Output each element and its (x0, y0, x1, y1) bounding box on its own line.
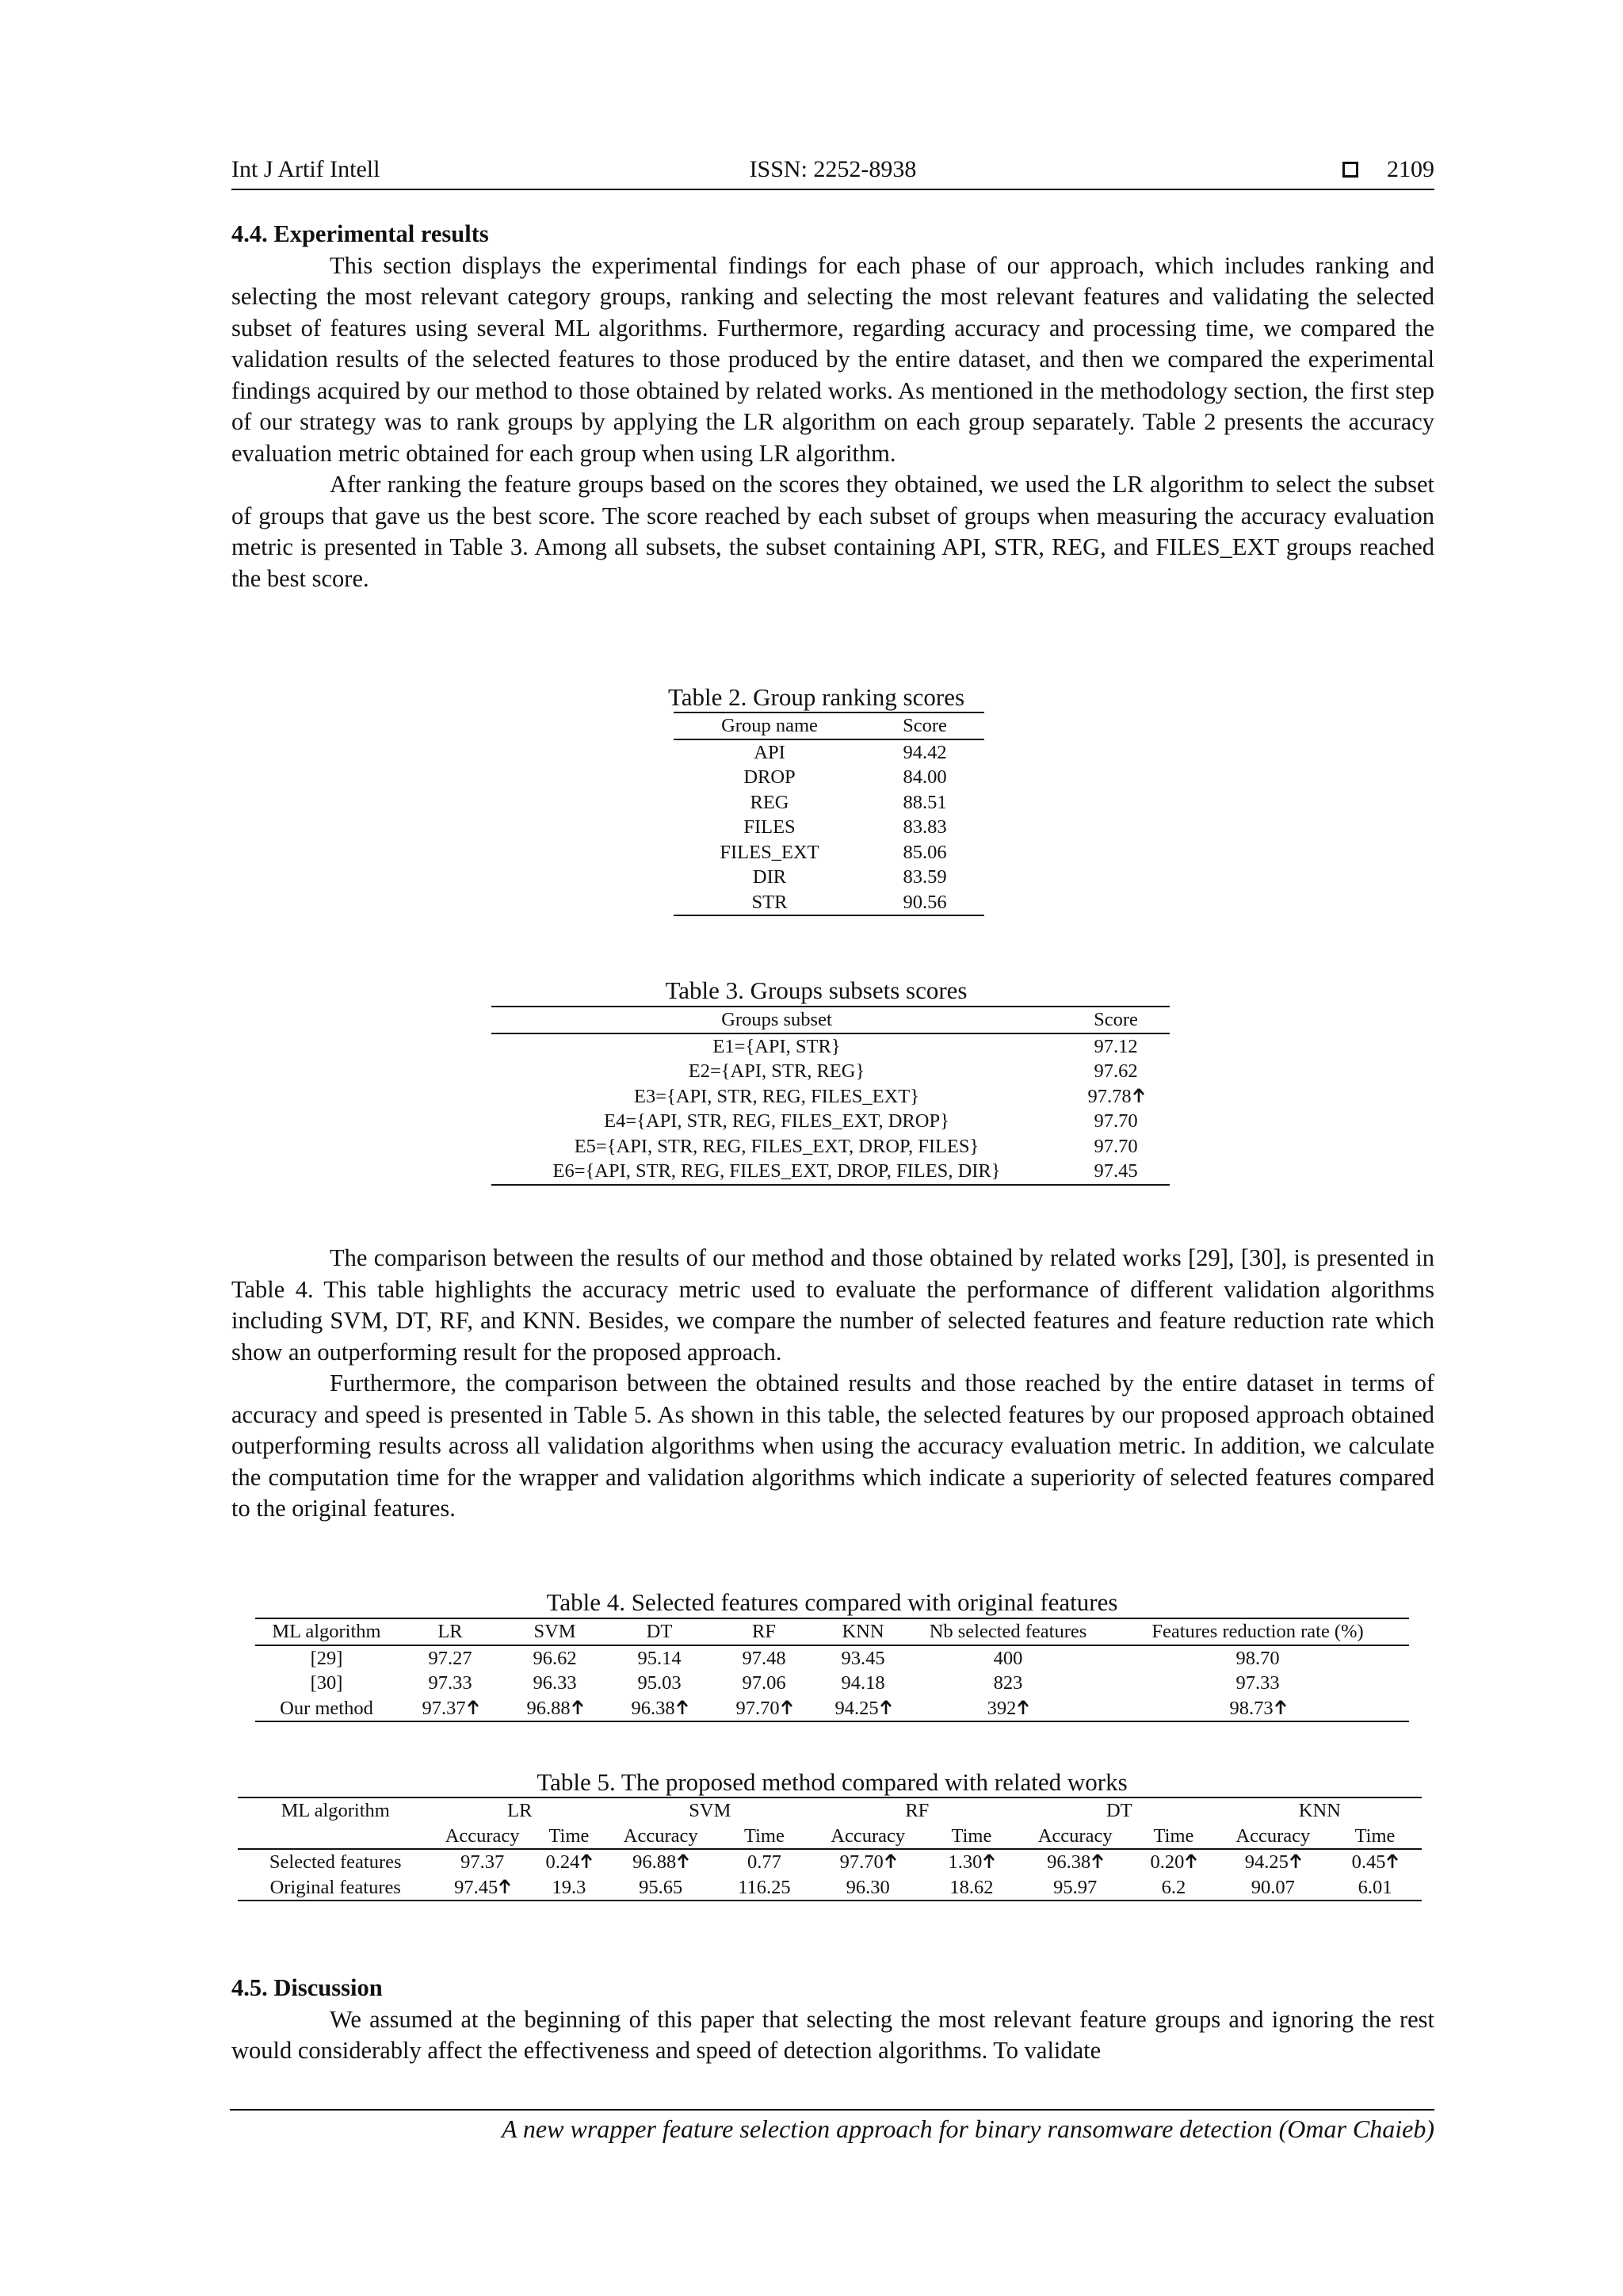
table-cell (814, 1875, 922, 1901)
table-row (491, 1033, 1170, 1060)
cell-value: 88.51 (903, 791, 947, 813)
up-arrow-icon (885, 1853, 896, 1869)
table-cell (607, 1645, 712, 1671)
column-header (910, 1618, 1106, 1645)
column-header (1218, 1824, 1328, 1850)
table-cell (1106, 1696, 1409, 1722)
table-row (674, 865, 984, 890)
issn: ISSN: 2252-8938 (749, 156, 917, 182)
table-cell (1062, 1159, 1170, 1185)
column-header (816, 1618, 910, 1645)
up-arrow-icon (1275, 1699, 1286, 1715)
column-header (607, 1618, 712, 1645)
column-header (1129, 1824, 1217, 1850)
cell-value: 392 (987, 1697, 1017, 1719)
cell-value: SVM (689, 1800, 731, 1821)
table-cell (814, 1849, 922, 1875)
table-cell (674, 890, 865, 916)
table-row (255, 1645, 1409, 1671)
table-row (238, 1875, 1422, 1901)
cell-value: Accuracy (831, 1824, 906, 1847)
cell-value: KNN (1298, 1800, 1341, 1821)
table-cell (715, 1875, 813, 1901)
column-header (922, 1824, 1021, 1850)
cell-value: LR (507, 1800, 533, 1821)
table-caption: Table 4. Selected features compared with original features (546, 1588, 1118, 1616)
cell-value: Accuracy (1235, 1824, 1311, 1847)
table-row (674, 840, 984, 865)
table-cell (922, 1875, 1021, 1901)
table-subheader-row (238, 1824, 1422, 1850)
cell-value: Group name (721, 715, 818, 736)
table-cell (1106, 1645, 1409, 1671)
table-cell (674, 840, 865, 865)
cell-value: 90.56 (903, 891, 947, 913)
cell-value: RF (752, 1621, 776, 1642)
cell-value: 83.83 (903, 816, 947, 838)
up-arrow-icon (468, 1699, 479, 1715)
paragraph: The comparison between the results of our method and those obtained by related works [29], [30], is presented in Table 4. This table highlights the accuracy metric used to evaluate the performance of different validation algorithms including SVM, DT, RF, and KNN. Besides, we compare the number of selected features and feature reduction rate which show an outperforming result for the proposed approach. (231, 1244, 1434, 1366)
cell-value: STR (751, 891, 788, 913)
cell-value: 823 (993, 1672, 1023, 1694)
column-group-header (1218, 1797, 1422, 1824)
table-cell (502, 1671, 607, 1696)
table-caption: Table 5. The proposed method compared with related works (537, 1768, 1128, 1796)
cell-value: 97.12 (1094, 1035, 1138, 1057)
table-caption: Table 3. Groups subsets scores (665, 976, 968, 1004)
table-cell (491, 1059, 1062, 1084)
table-cell (606, 1849, 715, 1875)
table-cell (1328, 1849, 1422, 1875)
table-cell (532, 1875, 606, 1901)
table-cell (712, 1696, 816, 1722)
cell-value: 96.33 (533, 1672, 577, 1694)
column-header (715, 1824, 813, 1850)
table-4 (255, 1618, 1409, 1722)
table-cell (922, 1849, 1021, 1875)
table-cell (865, 840, 984, 865)
cell-value: DIR (752, 866, 787, 888)
cell-value: 94.42 (903, 741, 947, 763)
cell-value: 97.62 (1094, 1060, 1138, 1082)
up-arrow-icon (983, 1853, 995, 1869)
table-cell (607, 1671, 712, 1696)
cell-value: 84.00 (903, 766, 947, 788)
cell-value: 83.59 (903, 866, 947, 888)
cell-value: Accuracy (445, 1824, 520, 1847)
column-header (433, 1824, 531, 1850)
column-header (606, 1824, 715, 1850)
column-header (1106, 1618, 1409, 1645)
cell-value: 97.33 (428, 1672, 472, 1694)
cell-value: 6.01 (1358, 1876, 1392, 1898)
column-header (398, 1618, 502, 1645)
cell-value: ML algorithm (281, 1800, 390, 1821)
table-header-row (674, 712, 984, 739)
table-header-row (491, 1007, 1170, 1033)
cell-value: E1={API, STR} (712, 1035, 841, 1057)
table-row (255, 1671, 1409, 1696)
column-group-header (606, 1797, 813, 1824)
table-row (255, 1696, 1409, 1722)
column-header (255, 1618, 398, 1645)
table-cell (398, 1645, 502, 1671)
up-arrow-icon (1387, 1853, 1398, 1869)
cell-value: KNN (842, 1621, 884, 1642)
footer-rule (230, 2109, 1434, 2111)
cell-value: Time (951, 1824, 992, 1847)
table-cell (255, 1696, 398, 1722)
cell-value: 94.25 (834, 1697, 879, 1719)
column-group-header (814, 1797, 1021, 1824)
table-caption: Table 2. Group ranking scores (667, 683, 965, 711)
table-cell (1218, 1875, 1328, 1901)
table-cell (1129, 1849, 1217, 1875)
table-cell (1328, 1875, 1422, 1901)
cell-value: 400 (993, 1647, 1023, 1669)
column-header (532, 1824, 606, 1850)
column-header (814, 1824, 922, 1850)
up-arrow-icon (880, 1699, 892, 1715)
column-header (491, 1007, 1062, 1033)
table-row (674, 815, 984, 840)
column-group-header (238, 1797, 433, 1824)
cell-value: 6.2 (1161, 1876, 1186, 1898)
row-label (238, 1875, 433, 1901)
up-arrow-icon (678, 1853, 689, 1869)
table-row (491, 1159, 1170, 1185)
table-header-row (255, 1618, 1409, 1645)
paragraph: After ranking the feature groups based on the scores they obtained, we used the LR algorithm to select the subset of groups that gave us the best score. The score reached by each subset of groups when measuring the accuracy evaluation metric is presented in Table 3. Among all subsets, the subset containing API, STR, REG, and FILES_EXT groups reached the best score. (231, 471, 1434, 592)
cell-value: [30] (310, 1672, 343, 1694)
table-cell (1062, 1134, 1170, 1159)
table-cell (674, 739, 865, 766)
section-4-4 (231, 219, 1434, 594)
column-header (712, 1618, 816, 1645)
table-cell (398, 1696, 502, 1722)
cell-value: Original features (269, 1876, 401, 1898)
cell-value: API (754, 741, 785, 763)
cell-value: 95.65 (639, 1876, 683, 1898)
table-row (491, 1109, 1170, 1134)
table-cell (1021, 1849, 1129, 1875)
table-cell (607, 1696, 712, 1722)
cell-value: 90.07 (1251, 1876, 1295, 1898)
table-cell (1062, 1084, 1170, 1110)
table-cell (1106, 1671, 1409, 1696)
cell-value: 97.45 (1094, 1160, 1138, 1182)
cell-value: SVM (533, 1621, 576, 1642)
cell-value: E3={API, STR, REG, FILES_EXT} (634, 1085, 919, 1107)
square-icon (1342, 162, 1358, 178)
section-heading: 4.4. Experimental results (231, 220, 489, 247)
cell-value: 97.70 (735, 1697, 780, 1719)
table-cell (816, 1696, 910, 1722)
cell-value: ML algorithm (272, 1621, 381, 1642)
table-row (674, 890, 984, 916)
table-cell (712, 1671, 816, 1696)
table-2 (674, 712, 984, 916)
cell-value: [29] (310, 1647, 343, 1669)
table-cell (910, 1671, 1106, 1696)
up-arrow-icon (1133, 1087, 1144, 1103)
cell-value: E5={API, STR, REG, FILES_EXT, DROP, FILES} (574, 1135, 980, 1157)
empty-header-cell (238, 1824, 433, 1850)
table-cell (1218, 1849, 1328, 1875)
table-cell (255, 1671, 398, 1696)
cell-value: FILES_EXT (720, 841, 819, 863)
header-rule (231, 189, 1434, 190)
up-arrow-icon (499, 1878, 510, 1894)
column-header (674, 712, 865, 739)
running-footer: A new wrapper feature selection approach for binary ransomware detection (Omar Chaieb) (501, 2115, 1434, 2143)
cell-value: 94.25 (1244, 1851, 1289, 1873)
cell-value: Nb selected features (929, 1621, 1087, 1642)
cell-value: LR (437, 1621, 463, 1642)
table-cell (712, 1645, 816, 1671)
table-cell (865, 739, 984, 766)
up-arrow-icon (1018, 1699, 1029, 1715)
table-cell (491, 1033, 1062, 1060)
cell-value: 0.45 (1351, 1851, 1386, 1873)
cell-value: Groups subset (721, 1009, 832, 1030)
cell-value: 97.37 (460, 1851, 505, 1873)
cell-value: 97.27 (428, 1647, 472, 1669)
table-cell (816, 1645, 910, 1671)
cell-value: 96.30 (846, 1876, 890, 1898)
cell-value: 95.03 (637, 1672, 682, 1694)
cell-value: 97.70 (1094, 1135, 1138, 1157)
cell-value: E4={API, STR, REG, FILES_EXT, DROP} (604, 1110, 949, 1132)
up-arrow-icon (572, 1699, 583, 1715)
table-cell (865, 890, 984, 916)
cell-value: REG (750, 791, 789, 813)
cell-value: E2={API, STR, REG} (688, 1060, 865, 1082)
table-cell (910, 1645, 1106, 1671)
cell-value: Our method (280, 1697, 373, 1719)
table-3 (491, 1006, 1170, 1186)
cell-value: 116.25 (738, 1876, 791, 1898)
table-row (491, 1084, 1170, 1110)
table-row (674, 765, 984, 790)
cell-value: 93.45 (841, 1647, 885, 1669)
table-cell (674, 790, 865, 816)
cell-value: RF (905, 1800, 930, 1821)
cell-value: 96.88 (526, 1697, 571, 1719)
cell-value: DROP (743, 766, 796, 788)
up-arrow-icon (1186, 1853, 1197, 1869)
cell-value: Features reduction rate (%) (1151, 1621, 1364, 1642)
cell-value: 96.38 (1047, 1851, 1091, 1873)
table-cell (502, 1696, 607, 1722)
cell-value: 94.18 (841, 1672, 885, 1694)
table-cell (865, 790, 984, 816)
paragraph: This section displays the experimental findings for each phase of our approach, which includes ranking and selecting the most relevant category groups, ranking and selecting the most relevant features and validating the selected subset of features using several ML algorithms. Furthermore, regarding accuracy and processing time, we compared the validation results of the selected features to those produced by the entire dataset, and then we compared the experimental findings acquired by our method to those obtained by related works. As mentioned in the methodology section, the first step of our strategy was to rank groups by applying the LR algorithm on each group separately. Table 2 presents the accuracy evaluation metric obtained for each group when using LR algorithm. (231, 251, 1434, 467)
table-cell (865, 765, 984, 790)
section-heading: 4.5. Discussion (231, 1974, 383, 2001)
cell-value: E6={API, STR, REG, FILES_EXT, DROP, FILES, DIR} (552, 1160, 1001, 1182)
section-4-5 (231, 1973, 1434, 2067)
up-arrow-icon (581, 1853, 592, 1869)
cell-value: Accuracy (623, 1824, 698, 1847)
cell-value: 95.14 (637, 1647, 682, 1669)
table-cell (255, 1645, 398, 1671)
column-group-header (433, 1797, 606, 1824)
table-cell (606, 1875, 715, 1901)
table-cell (674, 765, 865, 790)
table-cell (1129, 1875, 1217, 1901)
table-cell (532, 1849, 606, 1875)
up-arrow-icon (1092, 1853, 1103, 1869)
cell-value: 97.78 (1087, 1085, 1132, 1107)
paragraph: We assumed at the beginning of this paper that selecting the most relevant feature groups and ignoring the rest would considerably affect the effectiveness and speed of detection algorithms. To validate (231, 2005, 1434, 2064)
up-arrow-icon (677, 1699, 688, 1715)
cell-value: 1.30 (948, 1851, 983, 1873)
section-4-4-continued (231, 1243, 1434, 1525)
row-label (238, 1849, 433, 1875)
table-row (674, 790, 984, 816)
table-cell (865, 865, 984, 890)
table-row (238, 1849, 1422, 1875)
cell-value: DT (1106, 1800, 1132, 1821)
cell-value: 0.77 (747, 1851, 781, 1873)
table-cell (1062, 1033, 1170, 1060)
cell-value: 96.38 (631, 1697, 675, 1719)
table-cell (398, 1671, 502, 1696)
table-cell (1062, 1059, 1170, 1084)
cell-value: 97.06 (742, 1672, 786, 1694)
table-cell (502, 1645, 607, 1671)
column-header (865, 712, 984, 739)
cell-value: Accuracy (1037, 1824, 1113, 1847)
column-header (1328, 1824, 1422, 1850)
cell-value: 95.97 (1053, 1876, 1098, 1898)
cell-value: 19.3 (552, 1876, 586, 1898)
cell-value: 96.88 (632, 1851, 677, 1873)
cell-value: Time (744, 1824, 785, 1847)
cell-value: Time (1354, 1824, 1396, 1847)
table-cell (1062, 1109, 1170, 1134)
cell-value: 98.70 (1235, 1647, 1280, 1669)
cell-value: Time (548, 1824, 590, 1847)
cell-value: 97.37 (422, 1697, 466, 1719)
column-header (502, 1618, 607, 1645)
table-cell (674, 865, 865, 890)
table-row (674, 739, 984, 766)
cell-value: Selected features (269, 1851, 402, 1873)
table-row (491, 1059, 1170, 1084)
table-cell (491, 1109, 1062, 1134)
table-cell (816, 1671, 910, 1696)
cell-value: 0.20 (1150, 1851, 1185, 1873)
paragraph: Furthermore, the comparison between the obtained results and those reached by the entire dataset in terms of accuracy and speed is presented in Table 5. As shown in this table, the selected features by our proposed approach obtained outperforming results across all validation algorithms when using the accuracy evaluation metric. In addition, we calculate the computation time for the wrapper and validation algorithms which indicate a superiority of selected features compared to the original features. (231, 1370, 1434, 1522)
cell-value: 96.62 (533, 1647, 577, 1669)
cell-value: 18.62 (949, 1876, 994, 1898)
up-arrow-icon (1290, 1853, 1301, 1869)
cell-value: Time (1153, 1824, 1194, 1847)
table-cell (910, 1696, 1106, 1722)
page-number-block (1342, 155, 1434, 184)
table-5 (238, 1797, 1422, 1901)
cell-value: Score (1094, 1009, 1138, 1030)
table-cell (491, 1134, 1062, 1159)
table-cell (1021, 1875, 1129, 1901)
table-header-row (238, 1797, 1422, 1824)
cell-value: FILES (743, 816, 796, 838)
column-group-header (1021, 1797, 1218, 1824)
cell-value: 98.73 (1229, 1697, 1274, 1719)
cell-value: 97.48 (742, 1647, 786, 1669)
cell-value: Score (903, 715, 947, 736)
journal-name: Int J Artif Intell (231, 156, 380, 182)
cell-value: 97.33 (1235, 1672, 1280, 1694)
column-header (1021, 1824, 1129, 1850)
cell-value: DT (646, 1621, 673, 1642)
column-header (1062, 1007, 1170, 1033)
table-cell (674, 815, 865, 840)
table-cell (433, 1875, 531, 1901)
table-cell (433, 1849, 531, 1875)
table-cell (865, 815, 984, 840)
page-number: 2109 (1387, 156, 1434, 182)
table-cell (491, 1084, 1062, 1110)
cell-value: 97.70 (839, 1851, 884, 1873)
table-row (491, 1134, 1170, 1159)
cell-value: 97.45 (454, 1876, 498, 1898)
table-cell (491, 1159, 1062, 1185)
cell-value: 97.70 (1094, 1110, 1138, 1132)
table-cell (715, 1849, 813, 1875)
cell-value: 0.24 (545, 1851, 580, 1873)
cell-value: 85.06 (903, 841, 947, 863)
up-arrow-icon (781, 1699, 792, 1715)
